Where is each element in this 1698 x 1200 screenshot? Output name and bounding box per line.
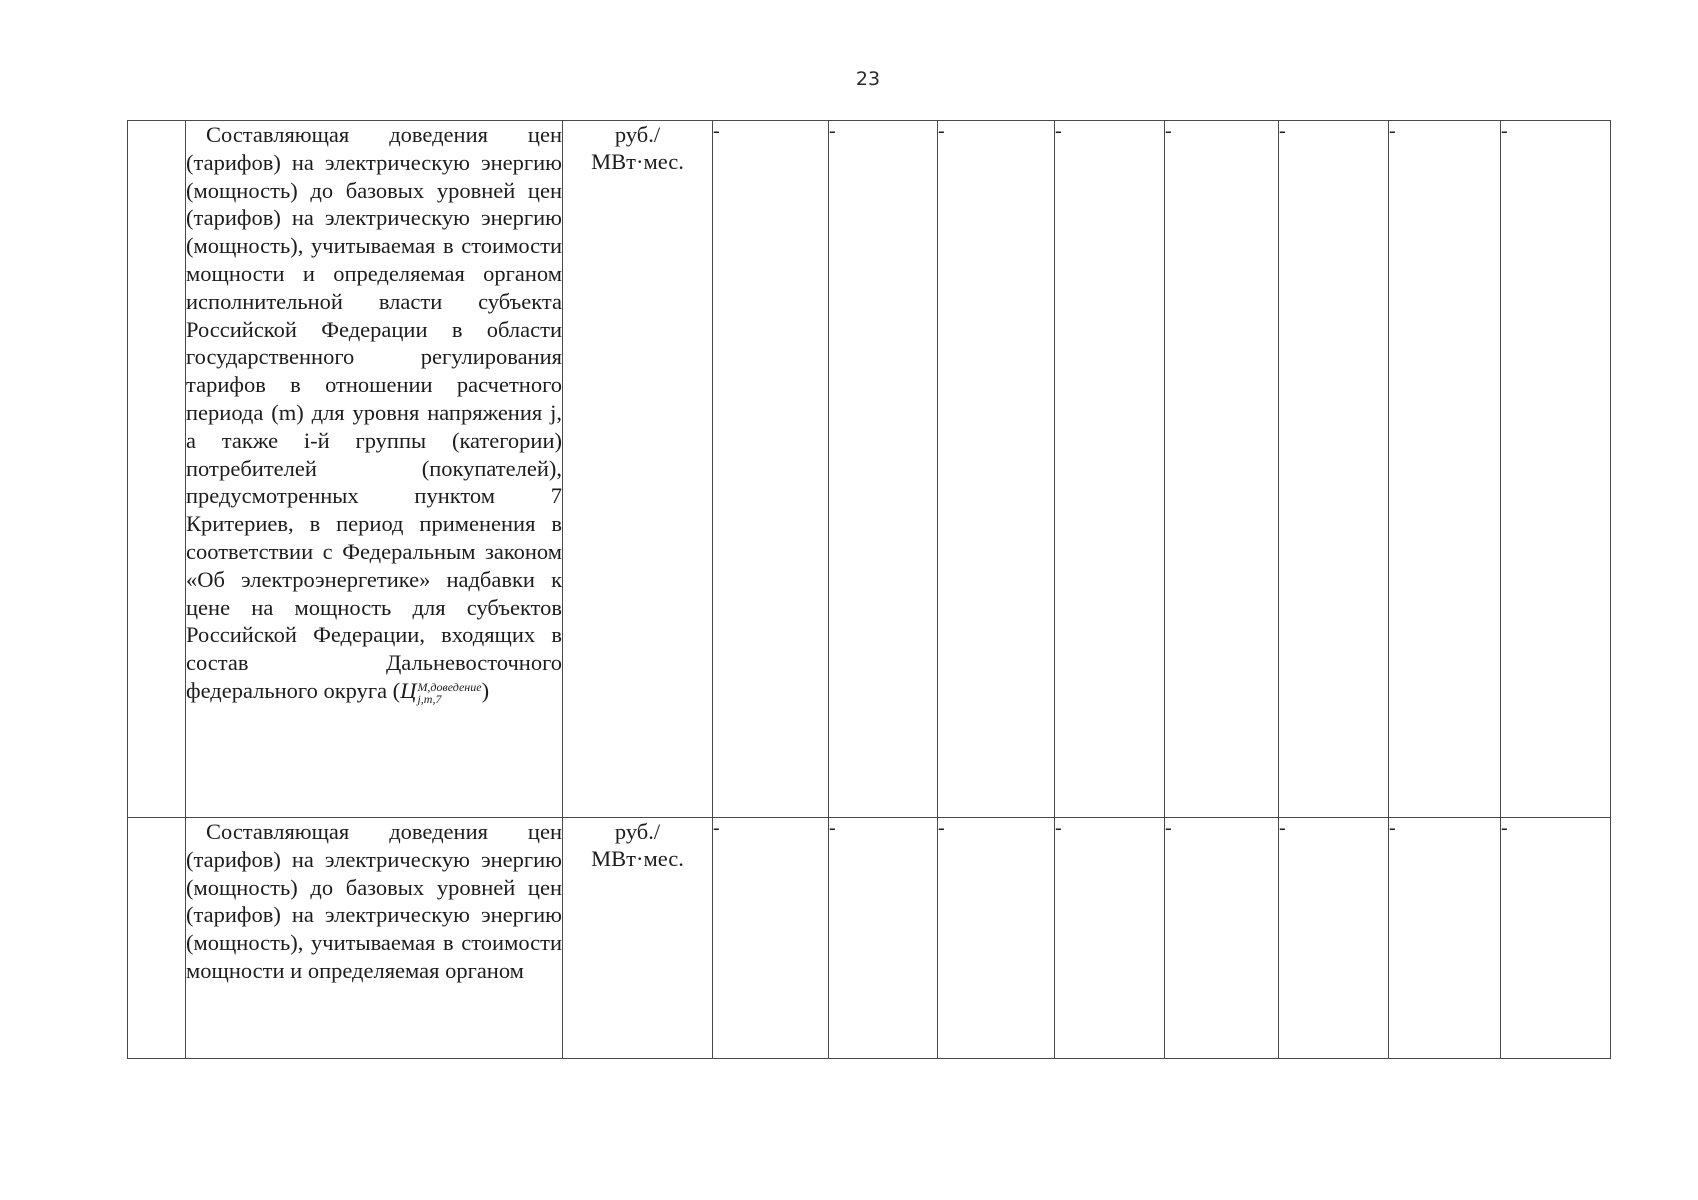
unit-line-1: руб./ xyxy=(614,819,661,844)
unit-cell xyxy=(563,121,713,818)
value-cell: - xyxy=(938,818,1055,1059)
formula-symbol: Ц xyxy=(400,677,417,703)
value-cell: - xyxy=(829,121,938,818)
formula-close: ) xyxy=(481,677,490,703)
value-cell: - xyxy=(1165,818,1279,1059)
description-cell xyxy=(186,818,563,1059)
unit-line-1: руб./ xyxy=(614,122,661,147)
unit-line-2: МВт·мес. xyxy=(591,846,684,871)
formula-subscript: j,m,7 xyxy=(417,691,442,706)
table-row xyxy=(128,818,1611,1059)
table-row xyxy=(128,121,1611,818)
value-cell: - xyxy=(1279,818,1389,1059)
value-cell: - xyxy=(713,818,829,1059)
description-cell xyxy=(186,121,563,818)
tariff-table xyxy=(127,120,1611,1059)
value-cell: - xyxy=(1279,121,1389,818)
value-cell: - xyxy=(1165,121,1279,818)
value-cell: - xyxy=(1389,818,1501,1059)
unit-cell xyxy=(563,818,713,1059)
value-cell: - xyxy=(1501,818,1611,1059)
unit-line-2: МВт·мес. xyxy=(591,149,684,174)
value-cell: - xyxy=(713,121,829,818)
value-cell: - xyxy=(938,121,1055,818)
row-number-cell xyxy=(128,121,186,818)
formula-superscript: M,доведение xyxy=(417,679,482,694)
description-text: Составляющая доведения цен (тарифов) на электрическую энергию (мощность) до базовых уровней цен (тарифов) на электрическую энергию (мощность), учитываемая в стоимости мощности и определяемая органом xyxy=(186,819,562,983)
description-text: Составляющая доведения цен (тарифов) на электрическую энергию (мощность) до базовых уровней цен (тарифов) на электрическую энергию (мощность), учитываемая в стоимости мощности и определяемая органом исполнительной власти субъекта Российской Федерации в области государственного регулирования тарифов в отношении расчетного периода (m) для уровня напряжения j, а также i-й группы (категории) потребителей (покупателей), предусмотренных пунктом 7 Критериев, в период применения в соответствии с Федеральным законом «Об электроэнергетике» надбавки к цене на мощность для субъектов Российской Федерации, входящих в состав Дальневосточного федерального округа ( xyxy=(186,122,562,703)
value-cell: - xyxy=(1055,818,1165,1059)
page-number: 23 xyxy=(855,68,881,90)
formula xyxy=(400,677,482,706)
value-cell: - xyxy=(1501,121,1611,818)
value-cell: - xyxy=(1055,121,1165,818)
value-cell: - xyxy=(829,818,938,1059)
row-number-cell xyxy=(128,818,186,1059)
value-cell: - xyxy=(1389,121,1501,818)
